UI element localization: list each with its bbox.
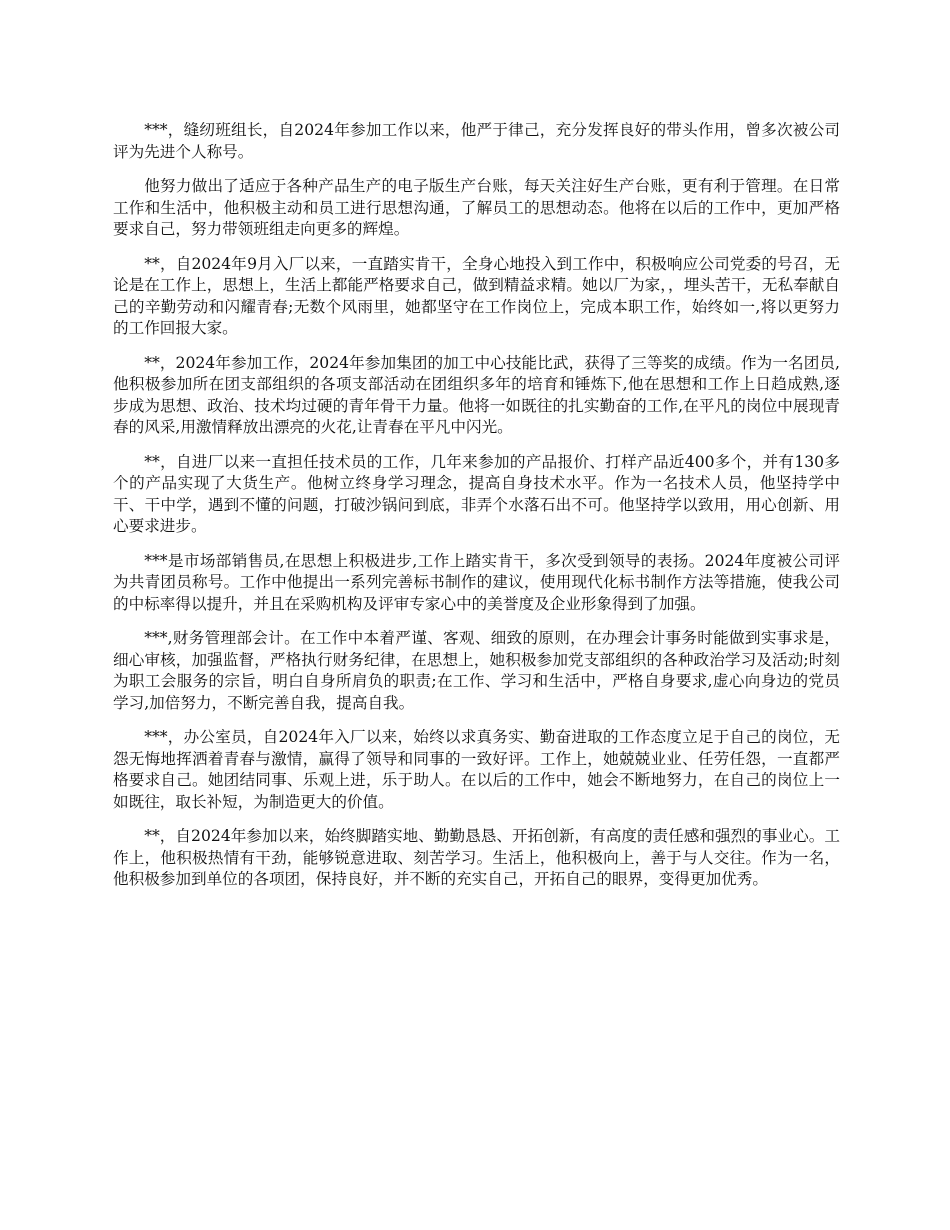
paragraph-4: **，2024年参加工作，2024年参加集团的加工中心技能比武，获得了三等奖的成绩。作为一名团员,他积极参加所在团支部组织的各项支部活动在团组织多年的培育和锤炼下,他在思想和工作上日趋成熟,逐步成为思想、政治、技术均过硬的青年骨干力量。他将一如既往的扎实勤奋的工作,在平凡的岗位中展现青春的风采,用激情释放出漂亮的火花,让青春在平凡中闪光。 (113, 353, 840, 436)
paragraph-2: 他努力做出了适应于各种产品生产的电子版生产台账，每天关注好生产台账，更有利于管理。在日常工作和生活中，他积极主动和员工进行思想沟通，了解员工的思想动态。他将在以后的工作中，更加严格要求自己，努力带领班组走向更多的辉煌。 (113, 177, 840, 238)
paragraph-8: ***，办公室员，自2024年入厂以来，始终以求真务实、勤奋进取的工作态度立足于自己的岗位，无怨无悔地挥洒着青春与激情，赢得了领导和同事的一致好评。工作上，她兢兢业业、任劳任怨，一直都严格要求自己。她团结同事、乐观上进，乐于助人。在以后的工作中，她会不断地努力，在自己的岗位上一如既往，取长补短，为制造更大的价值。 (113, 728, 840, 811)
paragraph-6: ***是市场部销售员,在思想上积极进步,工作上踏实肯干，多次受到领导的表扬。2024年度被公司评为共青团员称号。工作中他提出一系列完善标书制作的建议，使用现代化标书制作方法等措施，使我公司的中标率得以提升，并且在采购机构及评审专家心中的美誉度及企业形象得到了加强。 (113, 551, 840, 613)
paragraph-3: **，自2024年9月入厂以来，一直踏实肯干，全身心地投入到工作中，积极响应公司党委的号召，无论是在工作上，思想上，生活上都能严格要求自己，做到精益求精。她以厂为家，，埋头苦干，无私奉献自己的辛勤劳动和闪耀青春;无数个风雨里，她都坚守在工作岗位上，完成本职工作，始终如一,将以更努力的工作回报大家。 (113, 254, 840, 337)
paragraph-9: **，自2024年参加以来，始终脚踏实地、勤勤恳恳、开拓创新，有高度的责任感和强烈的事业心。工作上，他积极热情有干劲，能够锐意进取、刻苦学习。生活上，他积极向上，善于与人交往。作为一名，他积极参加到单位的各项团，保持良好，并不断的充实自己，开拓自己的眼界，变得更加优秀。 (113, 827, 840, 888)
document-body (113, 120, 840, 904)
paragraph-7: ***,财务管理部会计。在工作中本着严谨、客观、细致的原则，在办理会计事务时能做到实事求是，细心审核，加强监督，严格执行财务纪律，在思想上，她积极参加党支部组织的各种政治学习及活动;时刻为职工会服务的宗旨，明白自身所肩负的职责;在工作、学习和生活中，严格自身要求,虚心向身边的党员学习,加倍努力，不断完善自我，提高自我。 (113, 629, 840, 712)
paragraph-1: ***，缝纫班组长，自2024年参加工作以来，他严于律己，充分发挥良好的带头作用，曾多次被公司评为先进个人称号。 (113, 121, 840, 161)
paragraph-5: **，自进厂以来一直担任技术员的工作，几年来参加的产品报价、打样产品近400多个，并有130多个的产品实现了大货生产。他树立终身学习理念，提高自身技术水平。作为一名技术人员，他坚持学中干、干中学，遇到不懂的问题，打破沙锅问到底，非弄个水落石出不可。他坚持学以致用，用心创新、用心要求进步。 (113, 452, 840, 535)
